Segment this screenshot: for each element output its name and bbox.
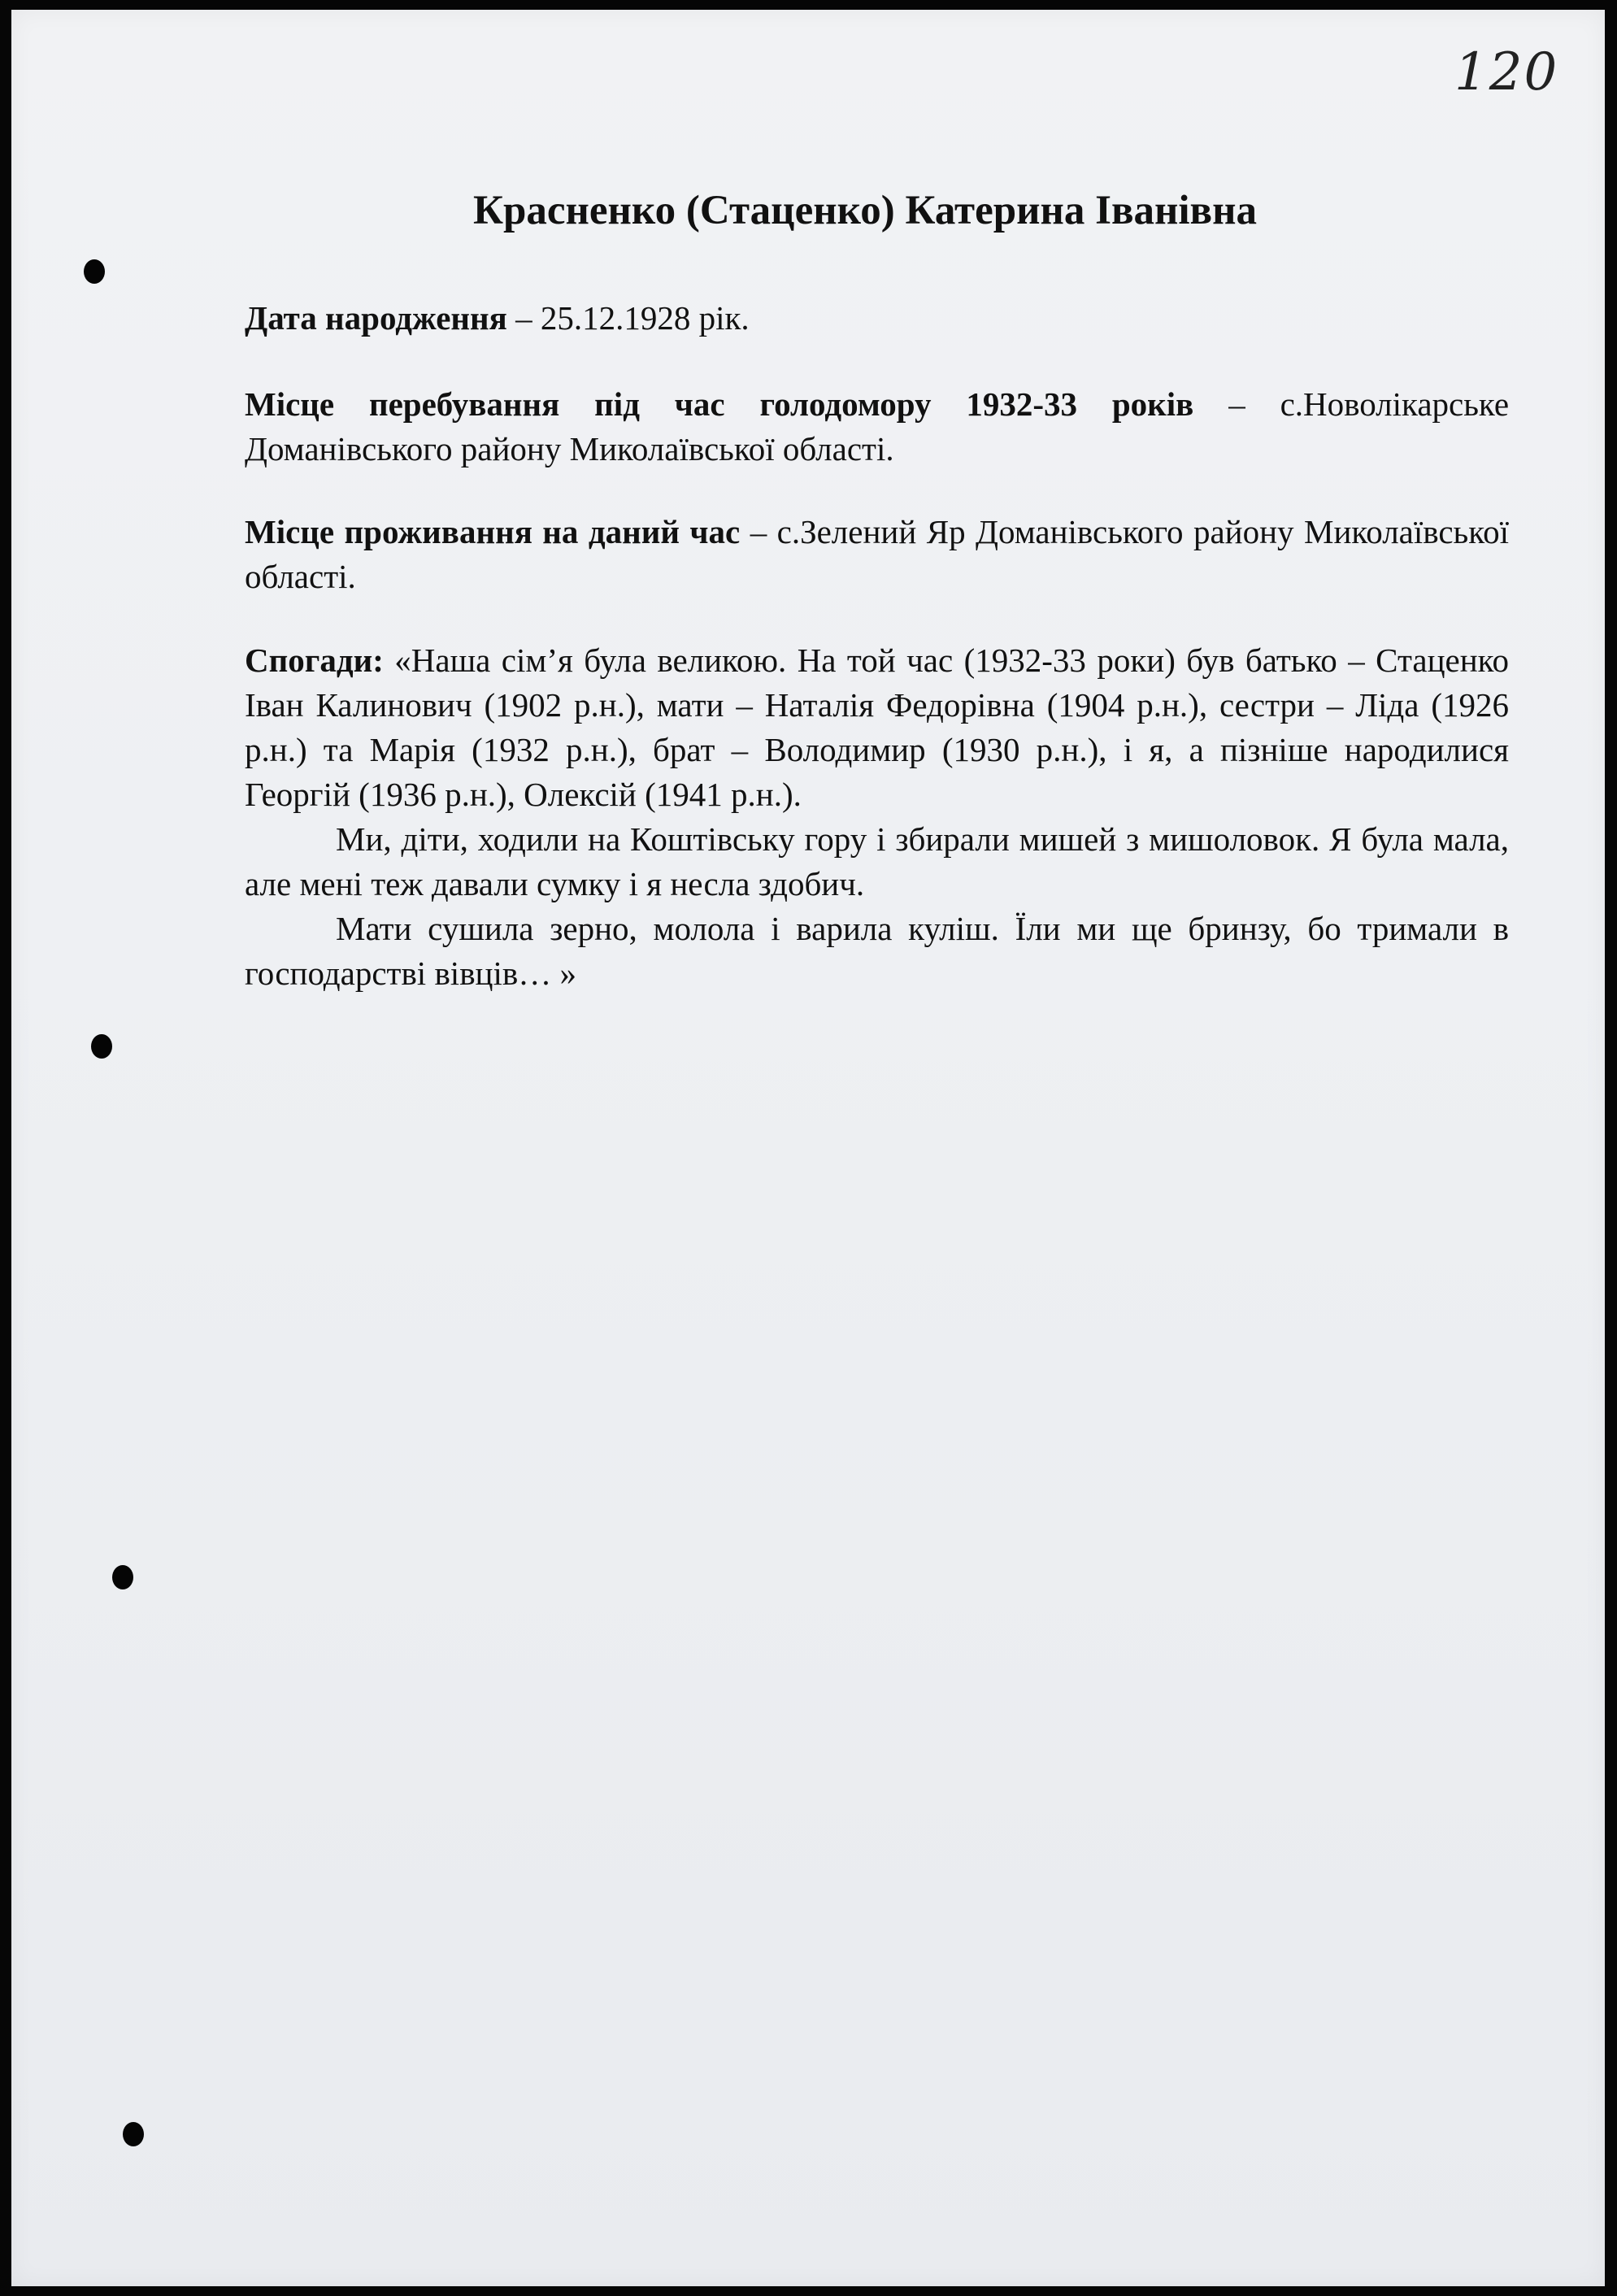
memories-paragraph-3: Мати сушила зерно, молола і варила куліш. Їли ми ще бринзу, бо тримали в господарстві вівців… » xyxy=(245,910,1509,992)
punch-hole xyxy=(112,1565,133,1589)
document-page xyxy=(11,10,1605,2286)
famine-place-value: с.Новолікарське Доманівського району Миколаївської області. xyxy=(245,385,1510,467)
handwritten-page-number: 120 xyxy=(1454,42,1559,102)
famine-place-dash: – xyxy=(1193,385,1280,423)
memories-paragraph-2: Ми, діти, ходили на Коштівську гору і збирали мишей з мишоловок. Я була мала, але мені теж давали сумку і я несла здобич. xyxy=(245,820,1509,902)
memories-label: Спогади: xyxy=(245,641,384,679)
punch-hole xyxy=(84,259,105,284)
current-place-dash: – xyxy=(740,513,777,550)
current-place-value: с.Зелений Яр Доманівського району Миколаївської області. xyxy=(245,513,1509,595)
current-place-paragraph xyxy=(245,510,1509,599)
birth-date-value: 25.12.1928 рік. xyxy=(540,299,750,337)
punch-hole xyxy=(123,2122,144,2146)
current-place-label: Місце проживання на даний час xyxy=(245,513,741,550)
birth-date-dash: – xyxy=(506,299,541,337)
birth-date-label: Дата народження xyxy=(245,299,507,337)
famine-place-paragraph xyxy=(245,382,1509,472)
memories-section xyxy=(245,638,1509,996)
punch-hole xyxy=(91,1034,112,1059)
birth-date-paragraph xyxy=(245,296,1509,341)
famine-place-label: Місце перебування під час голодомору 1932-33 років xyxy=(245,385,1194,423)
memories-text-1: «Наша сім’я була великою. На той час (1932-33 роки) був батько – Стаценко Іван Калинович (1902 р.н.), мати – Наталія Федорівна (1904 р.н.), сестри – Ліда (1926 р.н.) та Марія (1932 р.н.), брат – Володимир (1930 р.н.), і я, а пізніше народилися Георгій (1936 р.н.), Олексій (1941 р.н.). xyxy=(245,641,1509,813)
page-title: Красненко (Стаценко) Катерина Іванівна xyxy=(473,188,1257,233)
memories-paragraph-1 xyxy=(245,638,1509,817)
